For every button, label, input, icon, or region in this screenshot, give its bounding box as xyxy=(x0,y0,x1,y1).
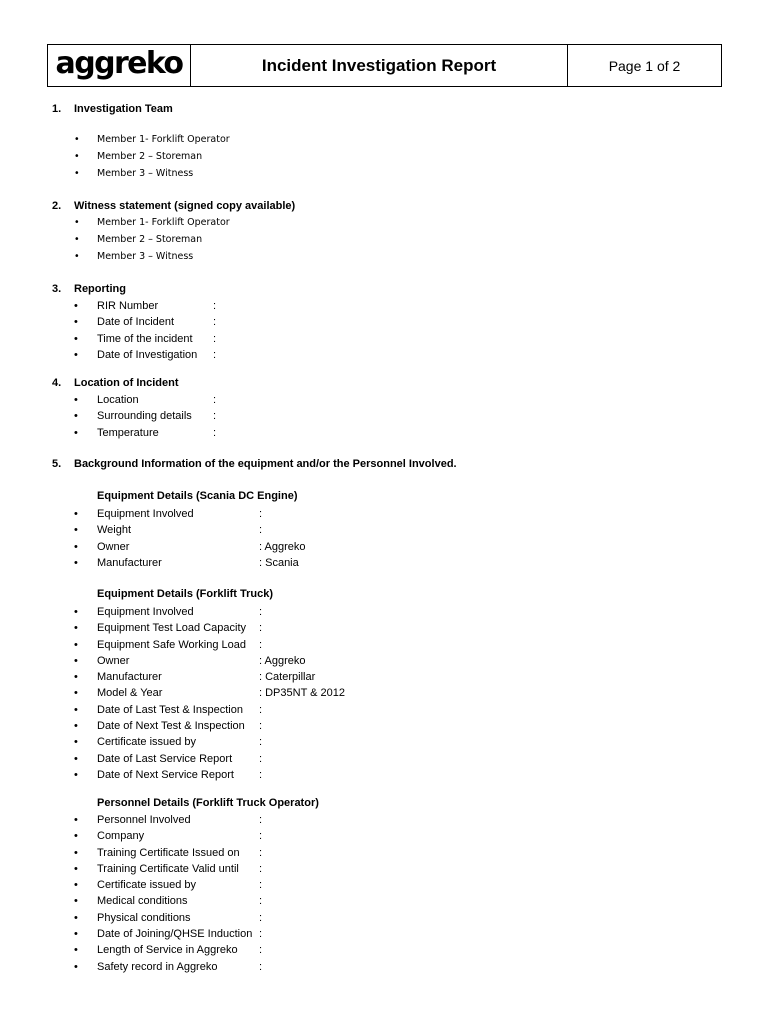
bullet-icon: • xyxy=(74,316,78,329)
item-label: Equipment Test Load Capacity xyxy=(97,622,246,635)
item-value: : xyxy=(259,928,263,941)
bullet-icon: • xyxy=(74,151,80,162)
bullet-icon: • xyxy=(74,895,78,908)
bullet-icon: • xyxy=(74,348,78,361)
item-value: : xyxy=(259,862,263,875)
bullet-icon: • xyxy=(74,300,78,312)
bullet-icon: • xyxy=(74,556,78,569)
item-label: Model & Year xyxy=(97,687,163,700)
item-value: : xyxy=(259,752,263,765)
section-title-text: Background Information of the equipment and/or the Personnel Involved. xyxy=(74,458,457,470)
item-label: Date of Joining/QHSE Induction xyxy=(97,928,253,941)
item-label: Equipment Involved xyxy=(97,508,194,520)
item-value: : Caterpillar xyxy=(259,671,316,684)
item-label: Member 3 – Witness xyxy=(97,251,194,262)
item-value: : xyxy=(259,911,263,924)
bullet-icon: • xyxy=(74,234,80,245)
bullet-icon: • xyxy=(74,911,78,924)
item-label: Date of Next Test & Inspection xyxy=(97,720,245,733)
section-title-text: Witness statement (signed copy available) xyxy=(74,200,296,212)
item-label: Personnel Involved xyxy=(97,814,191,826)
item-label: Company xyxy=(97,830,145,843)
item-value: : xyxy=(259,879,263,892)
section-number: 2. xyxy=(52,200,62,212)
bullet-icon: • xyxy=(74,736,78,749)
bullet-icon: • xyxy=(74,524,78,537)
item-value: : xyxy=(259,944,263,957)
section-witness-statement-title xyxy=(52,200,295,212)
bullet-icon: • xyxy=(74,846,78,859)
item-label: Time of the incident xyxy=(97,332,193,345)
item-label: Training Certificate Issued on xyxy=(97,846,240,859)
section-title-text: Location of Incident xyxy=(74,377,179,389)
section-number: 4. xyxy=(52,377,62,389)
bullet-icon: • xyxy=(74,426,78,439)
item-label: Equipment Safe Working Load xyxy=(97,638,246,651)
item-value: : xyxy=(259,814,263,826)
item-label: Date of Next Service Report xyxy=(97,768,234,781)
item-value: : Scania xyxy=(259,556,299,569)
bullet-icon: • xyxy=(74,814,78,826)
item-value: : xyxy=(213,300,217,312)
bullet-icon: • xyxy=(74,960,78,973)
item-value: : Aggreko xyxy=(259,540,306,553)
item-value: : xyxy=(259,895,263,908)
bullet-icon: • xyxy=(74,720,78,733)
item-label: Date of Last Service Report xyxy=(97,752,233,765)
section-number: 3. xyxy=(52,283,62,295)
item-value: : xyxy=(213,348,217,361)
item-value: : xyxy=(213,316,217,329)
bullet-icon: • xyxy=(74,622,78,635)
item-label: Member 2 – Storeman xyxy=(97,234,203,245)
bullet-icon: • xyxy=(74,168,80,179)
bullet-icon: • xyxy=(74,703,78,716)
item-value: : xyxy=(259,830,263,843)
item-value: : xyxy=(259,720,263,733)
item-label: Physical conditions xyxy=(97,911,191,924)
bullet-icon: • xyxy=(74,134,80,145)
bullet-icon: • xyxy=(74,638,78,651)
item-value: : xyxy=(213,332,217,345)
item-value: : xyxy=(213,426,217,439)
item-value: : xyxy=(259,508,263,520)
document-title: Incident Investigation Report xyxy=(261,55,497,75)
item-label: Temperature xyxy=(97,426,159,439)
bullet-icon: • xyxy=(74,671,78,684)
item-value: : DP35NT & 2012 xyxy=(259,687,346,700)
aggreko-logo: aggreko xyxy=(55,45,183,81)
scania-equipment-title: Equipment Details (Scania DC Engine) xyxy=(97,490,298,502)
item-label: Member 3 – Witness xyxy=(97,168,194,179)
forklift-equipment-title: Equipment Details (Forklift Truck) xyxy=(97,588,274,600)
bullet-icon: • xyxy=(74,508,78,520)
item-value: : xyxy=(259,638,263,651)
item-label: Member 1- Forklift Operator xyxy=(97,134,230,145)
item-value: : xyxy=(259,736,263,749)
bullet-icon: • xyxy=(74,332,78,345)
item-label: Date of Incident xyxy=(97,316,175,329)
item-label: Date of Last Test & Inspection xyxy=(97,703,243,716)
bullet-icon: • xyxy=(74,768,78,781)
item-value: : xyxy=(213,410,217,423)
item-label: Certificate issued by xyxy=(97,736,197,749)
item-label: Manufacturer xyxy=(97,671,162,684)
section-location-title xyxy=(52,377,179,389)
section-reporting-title xyxy=(52,283,126,295)
item-value: : xyxy=(259,524,263,537)
item-label: Member 1- Forklift Operator xyxy=(97,217,230,228)
bullet-icon: • xyxy=(74,606,78,618)
section-background-title xyxy=(52,458,457,470)
bullet-icon: • xyxy=(74,540,78,553)
bullet-icon: • xyxy=(74,687,78,700)
item-value: : xyxy=(259,622,263,635)
item-label: Weight xyxy=(97,524,132,537)
item-value: : xyxy=(259,703,263,716)
item-value: : Aggreko xyxy=(259,654,306,667)
item-value: : xyxy=(259,768,263,781)
item-label: Equipment Involved xyxy=(97,606,194,618)
personnel-details-title: Personnel Details (Forklift Truck Operator) xyxy=(97,797,319,809)
section-title-text: Investigation Team xyxy=(74,103,173,115)
bullet-icon: • xyxy=(74,217,80,228)
item-label: Safety record in Aggreko xyxy=(97,960,218,973)
item-label: Manufacturer xyxy=(97,556,162,569)
item-label: Location xyxy=(97,394,139,406)
item-label: Owner xyxy=(97,654,130,667)
bullet-icon: • xyxy=(74,654,78,667)
item-value: : xyxy=(259,960,263,973)
bullet-icon: • xyxy=(74,394,78,406)
bullet-icon: • xyxy=(74,862,78,875)
item-label: RIR Number xyxy=(97,300,159,312)
item-label: Medical conditions xyxy=(97,895,188,908)
bullet-icon: • xyxy=(74,879,78,892)
bullet-icon: • xyxy=(74,410,78,423)
section-number: 5. xyxy=(52,458,62,470)
item-label: Training Certificate Valid until xyxy=(97,862,239,875)
item-label: Certificate issued by xyxy=(97,879,197,892)
item-label: Owner xyxy=(97,540,130,553)
section-title-text: Reporting xyxy=(74,283,126,295)
item-label: Surrounding details xyxy=(97,410,192,423)
section-number: 1. xyxy=(52,103,62,115)
item-value: : xyxy=(259,606,263,618)
item-value: : xyxy=(213,394,217,406)
page-number: Page 1 of 2 xyxy=(608,57,681,74)
item-label: Member 2 – Storeman xyxy=(97,151,203,162)
section-investigation-team-title xyxy=(52,103,173,115)
bullet-icon: • xyxy=(74,928,78,941)
bullet-icon: • xyxy=(74,944,78,957)
item-value: : xyxy=(259,846,263,859)
bullet-icon: • xyxy=(74,251,80,262)
bullet-icon: • xyxy=(74,830,78,843)
item-label: Length of Service in Aggreko xyxy=(97,944,238,957)
bullet-icon: • xyxy=(74,752,78,765)
item-label: Date of Investigation xyxy=(97,348,198,361)
